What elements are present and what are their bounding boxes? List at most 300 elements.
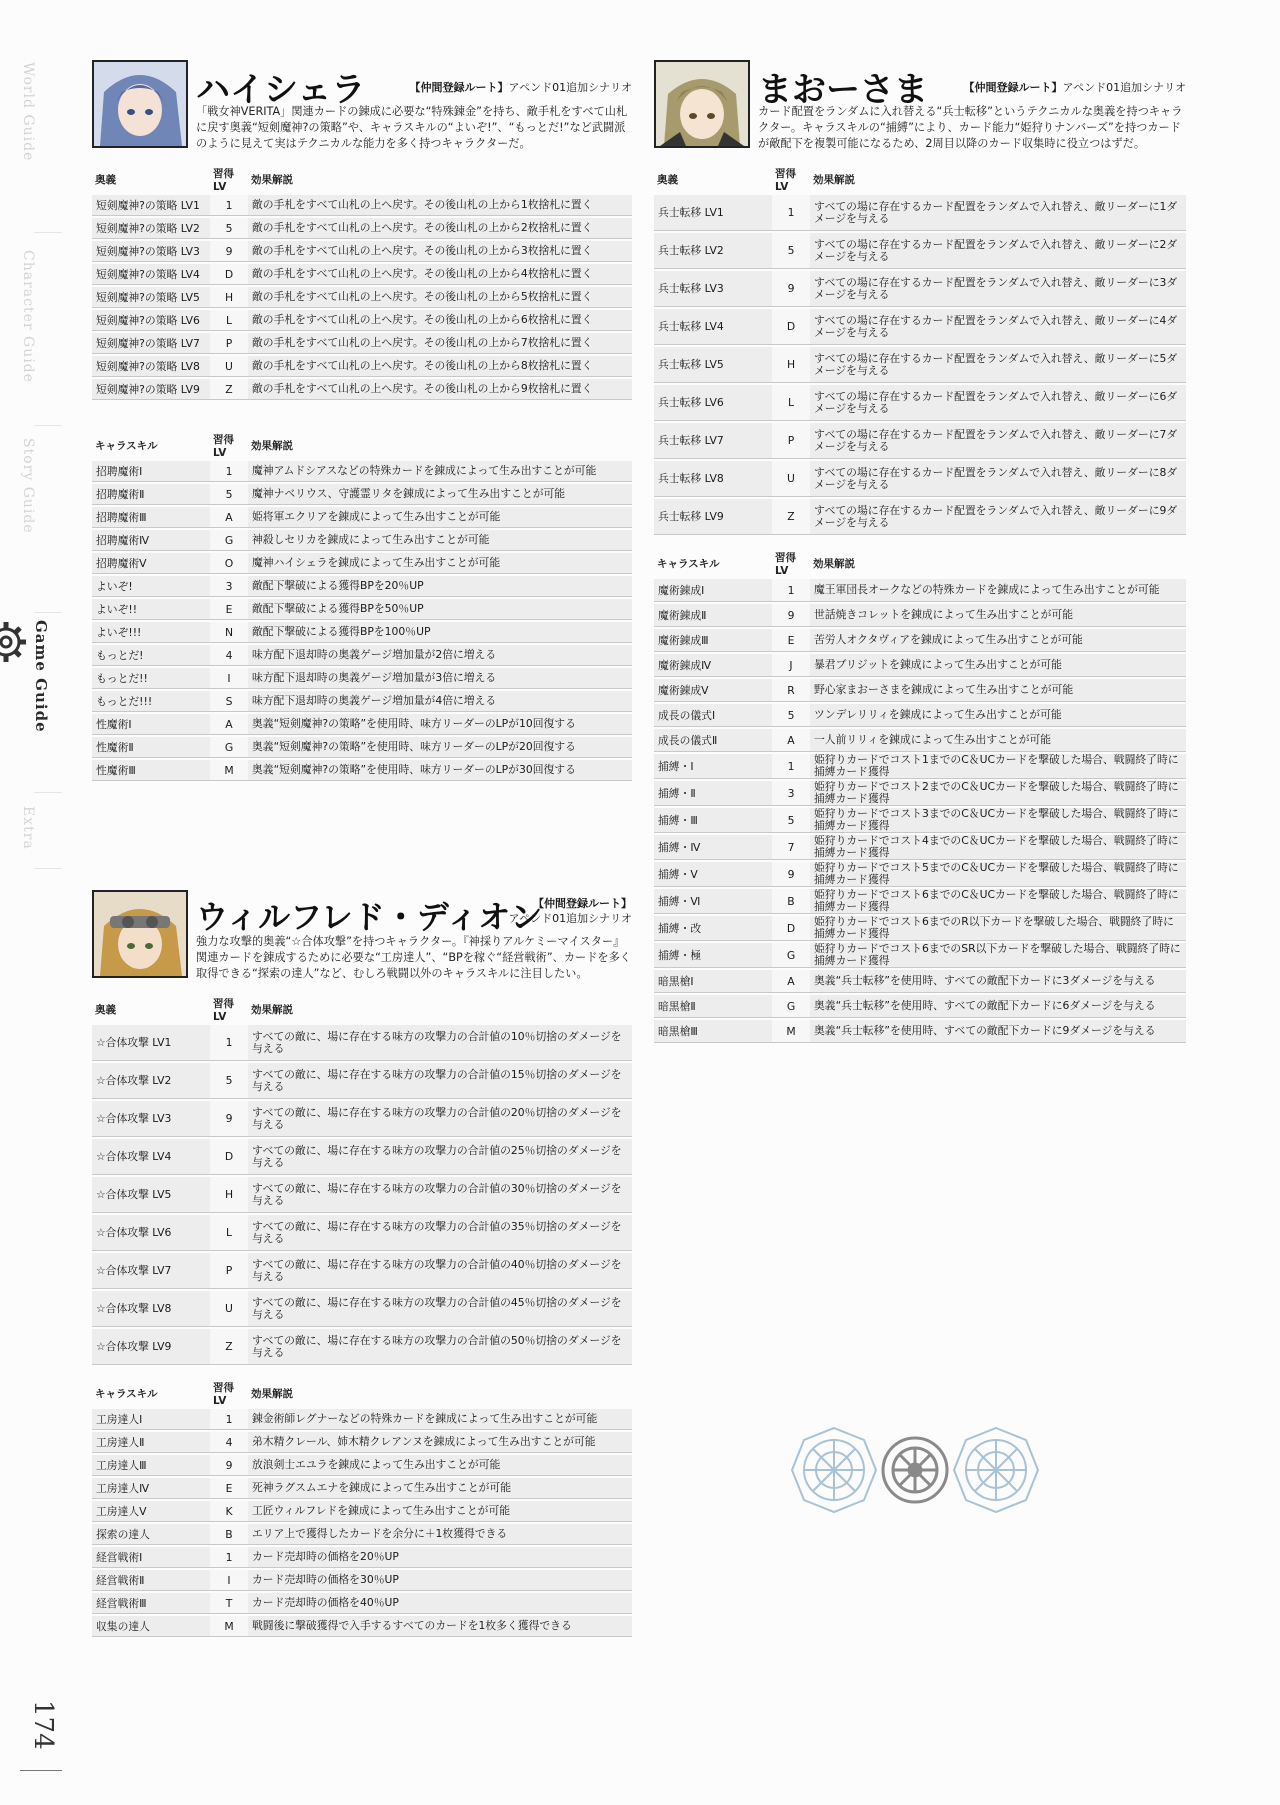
skill-name: 成長の儀式Ⅰ (654, 704, 772, 727)
skill-name: よいぞ!!! (92, 622, 210, 643)
skill-effect: すべての場に存在するカード配置をランダムで入れ替え、敵リーダーに9ダメージを与える (810, 499, 1186, 535)
skill-name: 兵士転移 LV4 (654, 309, 772, 345)
table-row (92, 1455, 632, 1476)
skill-effect: 弟木精クレール、姉木精クレアンヌを錬成によって生み出すことが可能 (248, 1432, 632, 1453)
skill-effect: すべての敵に、場に存在する味方の攻撃力の合計値の30％切捨のダメージを与える (248, 1177, 632, 1213)
skill-name: 工房達人Ⅰ (92, 1409, 210, 1430)
skill-level: Z (210, 1329, 248, 1365)
skill-effect: 姫狩りカードでコスト3までのC＆UCカードを撃破した場合、戦闘終了時に捕縛カード獲得 (810, 808, 1186, 833)
table-row (92, 333, 632, 354)
skill-effect: 暴君ブリジットを錬成によって生み出すことが可能 (810, 654, 1186, 677)
table-header-row (654, 550, 1186, 577)
column-header: 習得LV (775, 168, 796, 193)
skill-name: 捕縛・改 (654, 916, 772, 941)
skill-level: 1 (210, 1409, 248, 1430)
table-row (92, 264, 632, 285)
skill-name: 捕縛・Ⅱ (654, 781, 772, 806)
skill-level: G (772, 995, 810, 1018)
skill-name: 工房達人Ⅳ (92, 1478, 210, 1499)
skill-effect: 奥義“兵士転移”を使用時、すべての敵配下カードに9ダメージを与える (810, 1020, 1186, 1043)
skill-effect: すべての場に存在するカード配置をランダムで入れ替え、敵リーダーに5ダメージを与える (810, 347, 1186, 383)
skill-name: ☆合体攻撃 LV9 (92, 1329, 210, 1365)
skill-effect: 魔王軍団長オークなどの特殊カードを錬成によって生み出すことが可能 (810, 579, 1186, 602)
skill-effect: 一人前リリィを錬成によって生み出すことが可能 (810, 729, 1186, 752)
skill-level: D (210, 264, 248, 285)
skill-level: 5 (772, 233, 810, 269)
skill-effect: 奥義“短剣魔神?の策略”を使用時、味方リーダーのLPが20回復する (248, 737, 632, 758)
table-row (654, 1020, 1186, 1043)
table-row (92, 1215, 632, 1251)
skill-level: K (210, 1501, 248, 1522)
table-row (92, 1478, 632, 1499)
skill-name: よいぞ! (92, 576, 210, 597)
table-row (92, 530, 632, 551)
table-row (654, 729, 1186, 752)
skill-effect: カード売却時の価格を30％UP (248, 1570, 632, 1591)
column-header: 効果解説 (251, 1004, 293, 1016)
skill-name: 兵士転移 LV8 (654, 461, 772, 497)
skill-name: ☆合体攻撃 LV1 (92, 1025, 210, 1061)
table-row (92, 218, 632, 239)
skill-name: 捕縛・極 (654, 943, 772, 968)
page-number: 174 (28, 1700, 58, 1750)
skill-name: 捕縛・Ⅵ (654, 889, 772, 914)
table-row (92, 1291, 632, 1327)
skill-effect: 錬金術師レグナーなどの特殊カードを錬成によって生み出すことが可能 (248, 1409, 632, 1430)
table-row (654, 499, 1186, 535)
table-row (92, 599, 632, 620)
skill-level: 5 (210, 1063, 248, 1099)
skill-name: 短剣魔神?の策略 LV3 (92, 241, 210, 262)
column-header: 効果解説 (251, 1388, 293, 1400)
skill-level: 1 (772, 754, 810, 779)
nav-divider (34, 868, 62, 869)
route-info: 【仲間登録ルート】アペンド01追加シナリオ (963, 81, 1186, 94)
table-row (654, 271, 1186, 307)
table-row (92, 287, 632, 308)
nav-story-guide[interactable]: Story Guide (20, 438, 36, 534)
skill-effect: 工匠ウィルフレドを錬成によって生み出すことが可能 (248, 1501, 632, 1522)
skill-effect: 敵の手札をすべて山札の上へ戻す。その後山札の上から3枚捨札に置く (248, 241, 632, 262)
skill-effect: 敵の手札をすべて山札の上へ戻す。その後山札の上から7枚捨札に置く (248, 333, 632, 354)
character-section-haishera (92, 60, 632, 845)
skill-effect: 姫狩りカードでコスト5までのC＆UCカードを撃破した場合、戦闘終了時に捕縛カード獲得 (810, 862, 1186, 887)
table-row (92, 507, 632, 528)
skill-name: 探索の達人 (92, 1524, 210, 1545)
table-row (654, 195, 1186, 231)
table-row (92, 737, 632, 758)
skill-name: 兵士転移 LV6 (654, 385, 772, 421)
skill-level: B (210, 1524, 248, 1545)
table-row (92, 310, 632, 331)
column-header: 奥義 (95, 174, 116, 186)
table-row (92, 1139, 632, 1175)
skill-effect: 敵の手札をすべて山札の上へ戻す。その後山札の上から2枚捨札に置く (248, 218, 632, 239)
skill-name: 短剣魔神?の策略 LV6 (92, 310, 210, 331)
skill-level: U (210, 1291, 248, 1327)
skill-name: 魔術錬成Ⅰ (654, 579, 772, 602)
skill-level: 5 (772, 808, 810, 833)
skill-name: ☆合体攻撃 LV3 (92, 1101, 210, 1137)
skill-level: H (772, 347, 810, 383)
skill-name: 短剣魔神?の策略 LV7 (92, 333, 210, 354)
skill-name: 魔術錬成Ⅱ (654, 604, 772, 627)
skill-effect: 放浪剣士エユラを錬成によって生み出すことが可能 (248, 1455, 632, 1476)
skill-effect: 苦労人オクタヴィアを錬成によって生み出すことが可能 (810, 629, 1186, 652)
table-row (654, 995, 1186, 1018)
skill-effect: 敵の手札をすべて山札の上へ戻す。その後山札の上から1枚捨札に置く (248, 195, 632, 216)
skill-level: M (210, 1616, 248, 1637)
column-header: キャラスキル (95, 440, 158, 452)
skill-level: A (210, 714, 248, 735)
skill-name: 工房達人Ⅱ (92, 1432, 210, 1453)
skill-name: 兵士転移 LV5 (654, 347, 772, 383)
table-row (92, 622, 632, 643)
table-row (92, 241, 632, 262)
route-info: 【仲間登録ルート】アペンド01追加シナリオ (409, 81, 632, 94)
portrait-haishera (92, 60, 188, 148)
skill-level: A (210, 507, 248, 528)
table-row (92, 668, 632, 689)
skill-level: H (210, 287, 248, 308)
skill-level: D (772, 916, 810, 941)
table-row (92, 379, 632, 400)
table-row (92, 1524, 632, 1545)
character-description: 「戦女神VERITA」関連カードの錬成に必要な“特殊錬金”を持ち、敵手札をすべて山札に戻す奥義“短剣魔神?の策略”や、キャラスキルの“よいぞ!”、“もっとだ!”など武闘派のように見えて実はテクニカルな能力を多く持つキャラクターだ。 (196, 105, 628, 150)
table-row (654, 916, 1186, 941)
skill-name: 魔術錬成Ⅳ (654, 654, 772, 677)
character-name: ハイシェラ (196, 70, 366, 110)
skill-name: 兵士転移 LV1 (654, 195, 772, 231)
column-header: キャラスキル (657, 558, 720, 570)
portrait-maosama (654, 60, 750, 148)
skill-level: 9 (210, 241, 248, 262)
skill-name: 成長の儀式Ⅱ (654, 729, 772, 752)
skill-name: 捕縛・Ⅳ (654, 835, 772, 860)
skill-level: E (210, 599, 248, 620)
table-row (654, 889, 1186, 914)
skill-effect: すべての敵に、場に存在する味方の攻撃力の合計値の40％切捨のダメージを与える (248, 1253, 632, 1289)
table-row (92, 1570, 632, 1591)
column-header: 習得LV (213, 168, 234, 193)
skill-table (654, 548, 1186, 1045)
skill-effect: 姫将軍エクリアを錬成によって生み出すことが可能 (248, 507, 632, 528)
table-row (654, 654, 1186, 677)
table-row (654, 385, 1186, 421)
skill-level: 9 (210, 1101, 248, 1137)
skill-effect: 姫狩りカードでコスト6までのC＆UCカードを撃破した場合、戦闘終了時に捕縛カード獲得 (810, 889, 1186, 914)
skill-effect: ツンデレリリィを錬成によって生み出すことが可能 (810, 704, 1186, 727)
skill-effect: すべての場に存在するカード配置をランダムで入れ替え、敵リーダーに2ダメージを与える (810, 233, 1186, 269)
skill-level: Z (772, 499, 810, 535)
table-row (654, 754, 1186, 779)
skill-effect: 敵配下撃破による獲得BPを100％UP (248, 622, 632, 643)
skill-name: 工房達人Ⅴ (92, 1501, 210, 1522)
skill-level: 1 (210, 1547, 248, 1568)
column-header: 効果解説 (251, 174, 293, 186)
nav-divider (34, 612, 62, 613)
character-name: ウィルフレド・ディオン (196, 898, 543, 936)
table-row (92, 1329, 632, 1365)
skill-name: 捕縛・Ⅲ (654, 808, 772, 833)
skill-level: I (210, 1570, 248, 1591)
skill-name: 収集の達人 (92, 1616, 210, 1637)
table-row (654, 233, 1186, 269)
skill-effect: すべての場に存在するカード配置をランダムで入れ替え、敵リーダーに4ダメージを与える (810, 309, 1186, 345)
column-header: 習得LV (213, 1382, 234, 1407)
table-row (654, 970, 1186, 993)
skill-level: N (210, 622, 248, 643)
skill-level: 1 (210, 195, 248, 216)
table-row (92, 1025, 632, 1061)
skill-level: L (210, 310, 248, 331)
skill-effect: すべての場に存在するカード配置をランダムで入れ替え、敵リーダーに6ダメージを与える (810, 385, 1186, 421)
skill-effect: すべての敵に、場に存在する味方の攻撃力の合計値の35％切捨のダメージを与える (248, 1215, 632, 1251)
decorative-gears (790, 1420, 1040, 1520)
nav-divider (34, 425, 62, 426)
table-row (654, 835, 1186, 860)
skill-level: 9 (210, 1455, 248, 1476)
skill-effect: 奥義“短剣魔神?の策略”を使用時、味方リーダーのLPが10回復する (248, 714, 632, 735)
skill-table (92, 430, 632, 783)
table-row (654, 704, 1186, 727)
skill-effect: 味方配下退却時の奥義ゲージ増加量が3倍に増える (248, 668, 632, 689)
skill-level: 5 (210, 484, 248, 505)
skill-table (92, 1378, 632, 1639)
skill-effect: 姫狩りカードでコスト4までのC＆UCカードを撃破した場合、戦闘終了時に捕縛カード獲得 (810, 835, 1186, 860)
skill-name: 短剣魔神?の策略 LV4 (92, 264, 210, 285)
ougi-table (92, 994, 632, 1367)
table-row (654, 808, 1186, 833)
skill-effect: すべての場に存在するカード配置をランダムで入れ替え、敵リーダーに3ダメージを与える (810, 271, 1186, 307)
table-row (92, 1501, 632, 1522)
character-name: まおーさま (758, 70, 928, 110)
character-description: カード配置をランダムに入れ替える“兵士転移”というテクニカルな奥義を持つキャラクター。キャラスキルの“捕縛”により、カード能力“姫狩りナンバーズ”を持つカードが敵配下を複製可能になるため、2周目以降のカード収集時に役立つはずだ。 (758, 105, 1183, 150)
skill-name: 暗黒槍Ⅲ (654, 1020, 772, 1043)
skill-level: 3 (772, 781, 810, 806)
skill-level: G (210, 530, 248, 551)
skill-effect: 敵の手札をすべて山札の上へ戻す。その後山札の上から9枚捨札に置く (248, 379, 632, 400)
table-row (654, 862, 1186, 887)
skill-effect: すべての敵に、場に存在する味方の攻撃力の合計値の20％切捨のダメージを与える (248, 1101, 632, 1137)
table-row (654, 579, 1186, 602)
skill-level: 1 (210, 1025, 248, 1061)
column-header: 効果解説 (251, 440, 293, 452)
skill-effect: カード売却時の価格を40％UP (248, 1593, 632, 1614)
skill-effect: 奥義“兵士転移”を使用時、すべての敵配下カードに3ダメージを与える (810, 970, 1186, 993)
ougi-table (92, 164, 632, 402)
skill-name: 暗黒槍Ⅱ (654, 995, 772, 1018)
skill-effect: すべての場に存在するカード配置をランダムで入れ替え、敵リーダーに7ダメージを与える (810, 423, 1186, 459)
page-number-rule (20, 1770, 62, 1771)
skill-effect: 味方配下退却時の奥義ゲージ増加量が4倍に増える (248, 691, 632, 712)
skill-name: 工房達人Ⅲ (92, 1455, 210, 1476)
skill-level: D (210, 1139, 248, 1175)
skill-effect: 敵配下撃破による獲得BPを50％UP (248, 599, 632, 620)
skill-name: 経営戦術Ⅰ (92, 1547, 210, 1568)
skill-name: 招聘魔術Ⅰ (92, 461, 210, 482)
skill-level: 9 (772, 862, 810, 887)
table-row (654, 781, 1186, 806)
skill-level: R (772, 679, 810, 702)
table-row (92, 714, 632, 735)
table-row (92, 461, 632, 482)
table-row (92, 576, 632, 597)
nav-character-guide[interactable]: Character Guide (20, 250, 36, 383)
character-section-maosama (654, 60, 1186, 1160)
skill-level: P (210, 333, 248, 354)
skill-level: 5 (772, 704, 810, 727)
skill-level: S (210, 691, 248, 712)
table-row (92, 645, 632, 666)
skill-name: 兵士転移 LV2 (654, 233, 772, 269)
skill-name: 短剣魔神?の策略 LV5 (92, 287, 210, 308)
skill-effect: 魔神ナベリウス、守護霊リタを錬成によって生み出すことが可能 (248, 484, 632, 505)
skill-level: E (772, 629, 810, 652)
skill-effect: 死神ラグスムエナを錬成によって生み出すことが可能 (248, 1478, 632, 1499)
skill-level: 4 (210, 1432, 248, 1453)
table-row (654, 461, 1186, 497)
table-header-row (92, 432, 632, 459)
table-row (654, 629, 1186, 652)
skill-level: 1 (210, 461, 248, 482)
skill-effect: 魔神アムドシアスなどの特殊カードを錬成によって生み出すことが可能 (248, 461, 632, 482)
ougi-table (654, 164, 1186, 537)
skill-effect: すべての敵に、場に存在する味方の攻撃力の合計値の15％切捨のダメージを与える (248, 1063, 632, 1099)
skill-name: 捕縛・Ⅴ (654, 862, 772, 887)
skill-effect: 奥義“兵士転移”を使用時、すべての敵配下カードに6ダメージを与える (810, 995, 1186, 1018)
table-row (92, 1547, 632, 1568)
skill-effect: すべての敵に、場に存在する味方の攻撃力の合計値の25％切捨のダメージを与える (248, 1139, 632, 1175)
character-section-wilfred (92, 890, 632, 1690)
skill-name: 招聘魔術Ⅱ (92, 484, 210, 505)
skill-effect: 姫狩りカードでコスト1までのC＆UCカードを撃破した場合、戦闘終了時に捕縛カード獲得 (810, 754, 1186, 779)
skill-name: もっとだ!!! (92, 691, 210, 712)
skill-name: 経営戦術Ⅲ (92, 1593, 210, 1614)
skill-level: M (210, 760, 248, 781)
portrait-wilfred (92, 890, 188, 978)
skill-name: 経営戦術Ⅱ (92, 1570, 210, 1591)
table-row (92, 356, 632, 377)
skill-name: 短剣魔神?の策略 LV8 (92, 356, 210, 377)
table-header-row (92, 996, 632, 1023)
nav-divider (34, 792, 62, 793)
skill-effect: すべての敵に、場に存在する味方の攻撃力の合計値の45％切捨のダメージを与える (248, 1291, 632, 1327)
skill-effect: 姫狩りカードでコスト6までのSR以下カードを撃破した場合、戦闘終了時に捕縛カード獲得 (810, 943, 1186, 968)
skill-name: 性魔術Ⅱ (92, 737, 210, 758)
skill-name: 兵士転移 LV3 (654, 271, 772, 307)
skill-effect: 敵の手札をすべて山札の上へ戻す。その後山札の上から4枚捨札に置く (248, 264, 632, 285)
skill-name: ☆合体攻撃 LV5 (92, 1177, 210, 1213)
skill-effect: 奥義“短剣魔神?の策略”を使用時、味方リーダーのLPが30回復する (248, 760, 632, 781)
skill-level: L (210, 1215, 248, 1251)
skill-name: 魔術錬成Ⅲ (654, 629, 772, 652)
nav-game-guide[interactable]: Game Guide (32, 620, 50, 733)
column-header: 奥義 (95, 1004, 116, 1016)
table-row (92, 1409, 632, 1430)
skill-name: 短剣魔神?の策略 LV1 (92, 195, 210, 216)
skill-level: O (210, 553, 248, 574)
table-row (92, 553, 632, 574)
table-header-row (92, 166, 632, 193)
nav-extra[interactable]: Extra (20, 806, 36, 850)
table-header-row (654, 166, 1186, 193)
column-header: 習得LV (213, 434, 234, 459)
skill-effect: すべての場に存在するカード配置をランダムで入れ替え、敵リーダーに8ダメージを与える (810, 461, 1186, 497)
skill-level: L (772, 385, 810, 421)
skill-name: ☆合体攻撃 LV7 (92, 1253, 210, 1289)
skill-level: 1 (772, 195, 810, 231)
table-row (92, 1063, 632, 1099)
skill-level: U (210, 356, 248, 377)
skill-name: 招聘魔術Ⅲ (92, 507, 210, 528)
skill-name: 捕縛・Ⅰ (654, 754, 772, 779)
skill-effect: カード売却時の価格を20％UP (248, 1547, 632, 1568)
skill-name: ☆合体攻撃 LV6 (92, 1215, 210, 1251)
skill-name: 性魔術Ⅲ (92, 760, 210, 781)
skill-name: 短剣魔神?の策略 LV2 (92, 218, 210, 239)
skill-level: P (210, 1253, 248, 1289)
skill-name: ☆合体攻撃 LV4 (92, 1139, 210, 1175)
column-header: 効果解説 (813, 558, 855, 570)
side-navigation (0, 0, 62, 1805)
skill-effect: 姫狩りカードでコスト2までのC＆UCカードを撃破した場合、戦闘終了時に捕縛カード獲得 (810, 781, 1186, 806)
skill-level: E (210, 1478, 248, 1499)
table-row (92, 484, 632, 505)
skill-effect: 世話焼きコレットを錬成によって生み出すことが可能 (810, 604, 1186, 627)
column-header: キャラスキル (95, 1388, 158, 1400)
skill-level: 3 (210, 576, 248, 597)
skill-effect: 魔神ハイシェラを錬成によって生み出すことが可能 (248, 553, 632, 574)
table-row (92, 1616, 632, 1637)
column-header: 習得LV (213, 998, 234, 1023)
skill-level: T (210, 1593, 248, 1614)
skill-level: 7 (772, 835, 810, 860)
table-row (92, 691, 632, 712)
table-header-row (92, 1380, 632, 1407)
column-header: 習得LV (775, 552, 796, 577)
skill-name: 性魔術Ⅰ (92, 714, 210, 735)
skill-name: よいぞ!! (92, 599, 210, 620)
route-info: 【仲間登録ルート】 アペンド01追加シナリオ (508, 897, 632, 925)
table-row (654, 309, 1186, 345)
column-header: 奥義 (657, 174, 678, 186)
skill-level: U (772, 461, 810, 497)
skill-level: J (772, 654, 810, 677)
skill-effect: 味方配下退却時の奥義ゲージ増加量が2倍に増える (248, 645, 632, 666)
skill-level: 5 (210, 218, 248, 239)
skill-name: ☆合体攻撃 LV2 (92, 1063, 210, 1099)
table-row (654, 347, 1186, 383)
nav-divider (34, 232, 62, 233)
table-row (92, 1177, 632, 1213)
skill-effect: 戦闘後に撃破獲得で入手するすべてのカードを1枚多く獲得できる (248, 1616, 632, 1637)
skill-name: もっとだ!! (92, 668, 210, 689)
table-row (654, 943, 1186, 968)
skill-effect: 敵の手札をすべて山札の上へ戻す。その後山札の上から6枚捨札に置く (248, 310, 632, 331)
skill-level: G (210, 737, 248, 758)
table-row (92, 1593, 632, 1614)
skill-effect: すべての敵に、場に存在する味方の攻撃力の合計値の50％切捨のダメージを与える (248, 1329, 632, 1365)
skill-effect: 敵の手札をすべて山札の上へ戻す。その後山札の上から5枚捨札に置く (248, 287, 632, 308)
skill-level: I (210, 668, 248, 689)
skill-effect: 敵配下撃破による獲得BPを20％UP (248, 576, 632, 597)
skill-level: P (772, 423, 810, 459)
skill-name: 短剣魔神?の策略 LV9 (92, 379, 210, 400)
table-row (92, 760, 632, 781)
nav-world-guide[interactable]: World Guide (20, 62, 36, 162)
character-description: 強力な攻撃的奥義“☆合体攻撃”を持つキャラクター。『神採りアルケミーマイスター』関連カードを錬成するために必要な“工房達人”、“BPを稼ぐ“経営戦術”、カードを多く取得できる“探索の達人”など、むしろ戦闘以外のキャラスキルに注目したい。 (196, 935, 631, 980)
